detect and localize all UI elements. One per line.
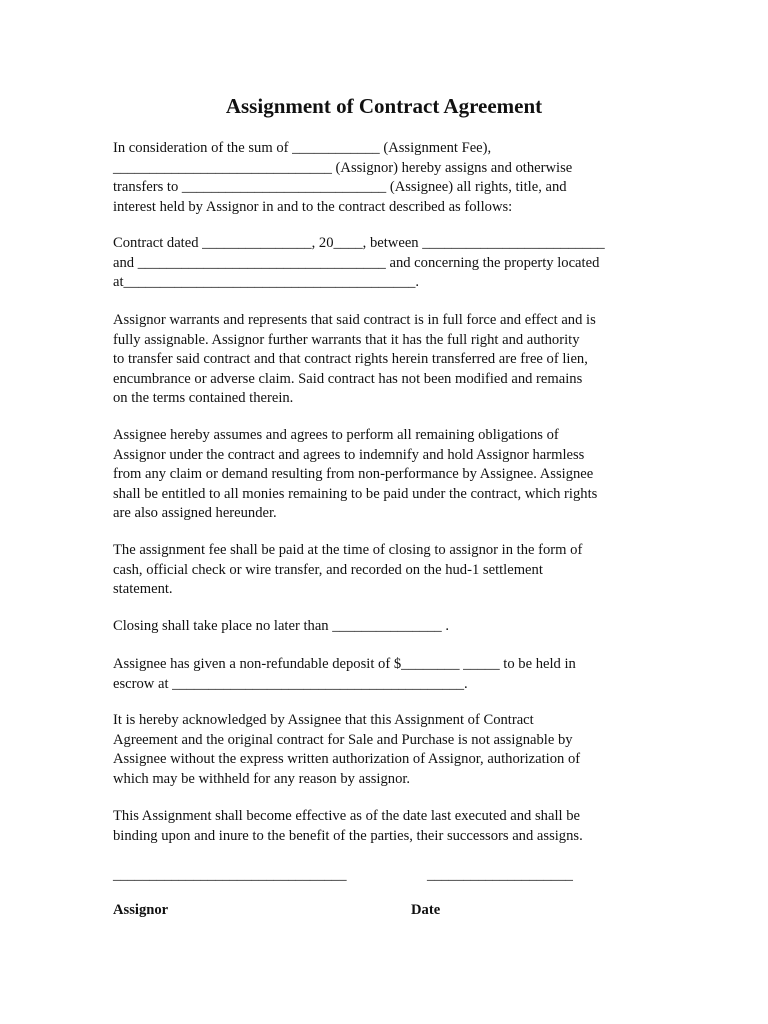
assignor-warranty-paragraph: Assignor warrants and represents that said contract is in full force and effect and is fully assignable. Assignor further warrants that it has the full right and authority to transfer said contract and that contract rights herein transferred are free of lien, encumbrance or adverse claim. Said contract has not been modified and remains on the terms contained therein. [113,312,596,406]
effective-date-paragraph: This Assignment shall become effective as of the date last executed and shall be binding upon and inure to the benefit of the parties, their successors and assigns. [113,808,583,844]
assignor-signature-line: ________________________________ [113,867,347,883]
document-title: Assignment of Contract Agreement [225,94,543,118]
contract-details-paragraph: Contract dated _______________, 20____, between _________________________ and __________________________________ and concerning the property located at________________________________________. [113,235,605,290]
closing-date-paragraph: Closing shall take place no later than _______________ . [113,618,449,634]
date-label: Date [411,902,441,918]
acknowledgement-paragraph: It is hereby acknowledged by Assignee that this Assignment of Contract Agreement and the original contract for Sale and Purchase is not assignable by Assignee without the express written authorization of Assignor, authorization of which may be withheld for any reason by assignor. [113,712,581,787]
assignee-obligations-paragraph: Assignee hereby assumes and agrees to perform all remaining obligations of Assignor under the contract and agrees to indemnify and hold Assignor harmless from any claim or demand resulting from non-performance by Assignee. Assignee shall be entitled to all monies remaining to be paid under the contract, which rights are also assigned hereunder. [113,427,598,521]
date-signature-line: ____________________ [427,867,573,883]
assignment-fee-paragraph: The assignment fee shall be paid at the time of closing to assignor in the form of cash, official check or wire transfer, and recorded on the hud-1 settlement statement. [113,542,583,597]
deposit-paragraph: Assignee has given a non-refundable deposit of $________ _____ to be held in escrow at ________________________________________. [113,656,576,692]
assignor-label: Assignor [113,902,169,918]
consideration-paragraph: In consideration of the sum of ____________ (Assignment Fee), ______________________________ (Assignor) hereby assigns and otherwise transfers to ____________________________ (Assignee) all rights, title, and interest held by Assignor in and to the contract described as follows: [113,140,573,215]
